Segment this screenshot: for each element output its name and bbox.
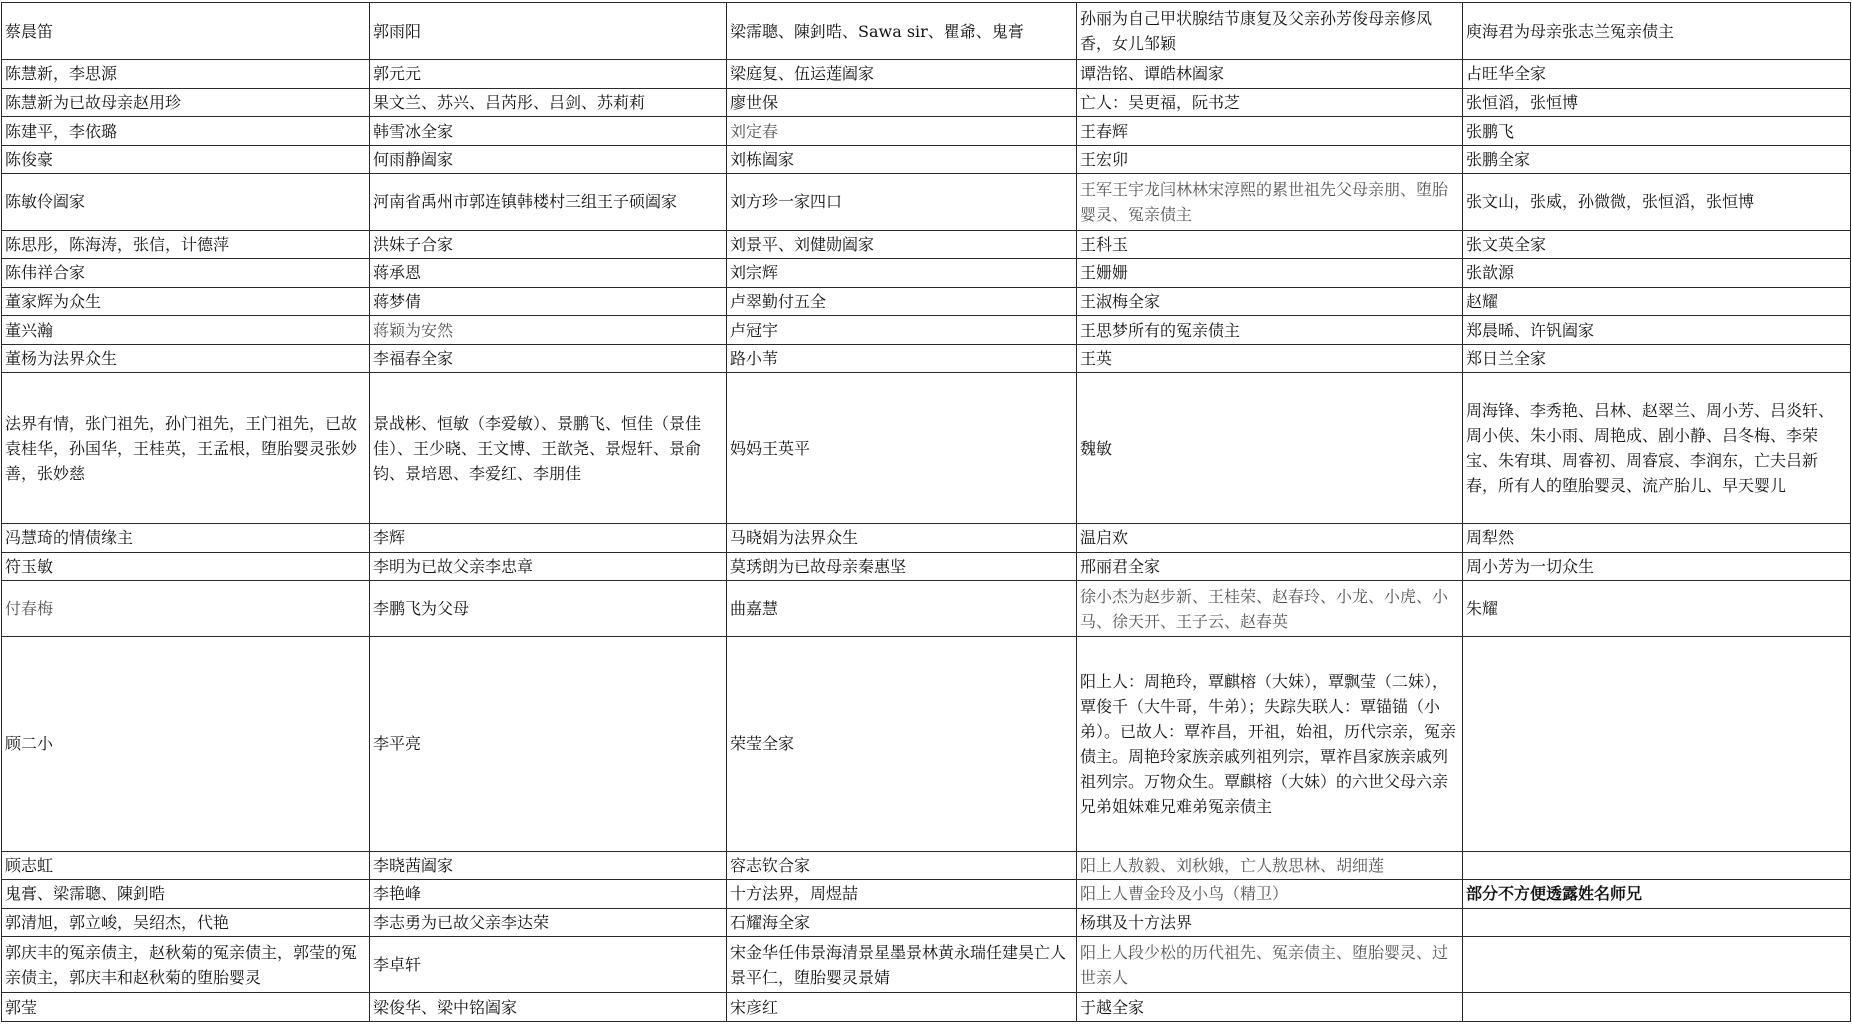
table-cell: 徐小杰为赵步新、王桂荣、赵春玲、小龙、小虎、小马、徐天开、王子云、赵春英 xyxy=(1077,581,1463,637)
table-cell: 石耀海全家 xyxy=(727,908,1077,937)
table-cell: 宋金华任伟景海清景星墨景林黄永瑞任建昊亡人景平仁，堕胎婴灵景婧 xyxy=(727,937,1077,993)
table-row xyxy=(2,230,1851,259)
table-cell: 韩雪冰全家 xyxy=(370,117,727,146)
table-cell: 蒋梦倩 xyxy=(370,287,727,316)
table-cell: 王军王宇龙闫林林宋淳熙的累世祖先父母亲朋、堕胎婴灵、冤亲债主 xyxy=(1077,174,1463,230)
table-cell xyxy=(1463,937,1851,993)
table-row xyxy=(2,60,1851,89)
table-cell: 王春辉 xyxy=(1077,117,1463,146)
table-cell: 宋彦红 xyxy=(727,993,1077,1022)
table-cell: 张鹏全家 xyxy=(1463,145,1851,174)
table-cell: 温启欢 xyxy=(1077,524,1463,553)
table-cell: 冯慧琦的情债缘主 xyxy=(2,524,370,553)
table-cell: 梁庭复、伍运莲阖家 xyxy=(727,60,1077,89)
table-cell: 张文英全家 xyxy=(1463,230,1851,259)
table-cell: 邢丽君全家 xyxy=(1077,552,1463,581)
table-cell xyxy=(1463,908,1851,937)
table-cell: 谭浩铭、谭皓林阖家 xyxy=(1077,60,1463,89)
table-cell: 李鹏飞为父母 xyxy=(370,581,727,637)
table-cell: 董杨为法界众生 xyxy=(2,344,370,373)
table-cell: 廖世保 xyxy=(727,88,1077,117)
table-row xyxy=(2,552,1851,581)
table-row xyxy=(2,637,1851,851)
table-row xyxy=(2,581,1851,637)
table-cell: 蔡晨笛 xyxy=(2,3,370,60)
table-cell: 庾海君为母亲张志兰冤亲债主 xyxy=(1463,3,1851,60)
table-row xyxy=(2,117,1851,146)
table-cell: 周小芳为一切众生 xyxy=(1463,552,1851,581)
sheet-body xyxy=(2,3,1851,1022)
table-cell: 王宏卯 xyxy=(1077,145,1463,174)
table-cell: 郑日兰全家 xyxy=(1463,344,1851,373)
table-cell: 蒋承恩 xyxy=(370,259,727,288)
table-cell: 李明为已故父亲李忠章 xyxy=(370,552,727,581)
table-cell: 符玉敏 xyxy=(2,552,370,581)
table-cell: 李辉 xyxy=(370,524,727,553)
table-cell: 十方法界，周煜喆 xyxy=(727,880,1077,909)
table-cell: 阳上人段少松的历代祖先、冤亲债主、堕胎婴灵、过世亲人 xyxy=(1077,937,1463,993)
table-cell: 周海锋、李秀艳、吕林、赵翠兰、周小芳、吕炎轩、周小侠、朱小雨、周艳成、剧小静、吕冬梅、李荣宝、朱宥琪、周睿初、周睿宸、李润东，亡夫吕新春，所有人的堕胎婴灵、流产胎儿、早天婴儿 xyxy=(1463,373,1851,524)
table-cell: 郭元元 xyxy=(370,60,727,89)
table-cell xyxy=(1463,851,1851,880)
table-cell: 陈慧新，李思源 xyxy=(2,60,370,89)
table-row xyxy=(2,174,1851,230)
table-row xyxy=(2,3,1851,60)
table-cell: 王姗姗 xyxy=(1077,259,1463,288)
table-cell: 王科玉 xyxy=(1077,230,1463,259)
table-cell: 何雨静阖家 xyxy=(370,145,727,174)
table-cell: 郭雨阳 xyxy=(370,3,727,60)
table-row xyxy=(2,88,1851,117)
table-cell: 阳上人：周艳玲，覃麒榕（大妹），覃飘莹（二妹），覃俊千（大牛哥，牛弟）；失踪失联人：覃锚锚（小弟）。已故人：覃祚昌，开祖，始祖，历代宗亲，冤亲债主。周艳玲家族亲戚列祖列宗，覃祚昌家族亲戚列祖列宗。万物众生。覃麒榕（大妹）的六世父母六亲兄弟姐妹难兄难弟冤亲债主 xyxy=(1077,637,1463,851)
table-cell: 妈妈王英平 xyxy=(727,373,1077,524)
table-cell: 董兴瀚 xyxy=(2,316,370,345)
table-row xyxy=(2,287,1851,316)
table-cell: 张文山，张威，孙微微，张恒滔，张恒博 xyxy=(1463,174,1851,230)
table-cell: 陈建平，李依璐 xyxy=(2,117,370,146)
table-cell: 阳上人敖毅、刘秋娥，亡人敖思林、胡细莲 xyxy=(1077,851,1463,880)
table-cell: 陈伟祥合家 xyxy=(2,259,370,288)
table-row xyxy=(2,145,1851,174)
table-cell: 河南省禹州市郭连镇韩楼村三组王子硕阖家 xyxy=(370,174,727,230)
table-cell: 刘方珍一家四口 xyxy=(727,174,1077,230)
table-cell: 卢翠勤付五全 xyxy=(727,287,1077,316)
table-cell: 容志钦合家 xyxy=(727,851,1077,880)
table-cell: 陈俊豪 xyxy=(2,145,370,174)
table-cell: 占旺华全家 xyxy=(1463,60,1851,89)
table-cell: 郭莹 xyxy=(2,993,370,1022)
table-cell xyxy=(1463,993,1851,1022)
table-cell: 法界有情，张门祖先，孙门祖先，王门祖先，已故袁桂华，孙国华，王桂英，王孟根，堕胎婴灵张妙善，张妙慈 xyxy=(2,373,370,524)
table-row xyxy=(2,851,1851,880)
table-cell: 阳上人曹金玲及小鸟（精卫） xyxy=(1077,880,1463,909)
table-cell: 洪妹子合家 xyxy=(370,230,727,259)
table-row xyxy=(2,937,1851,993)
table-cell xyxy=(1463,637,1851,851)
table-row xyxy=(2,524,1851,553)
table-cell: 刘栋阖家 xyxy=(727,145,1077,174)
table-cell: 刘宗辉 xyxy=(727,259,1077,288)
table-cell: 李平亮 xyxy=(370,637,727,851)
table-cell: 陈思彤，陈海涛，张信，计德萍 xyxy=(2,230,370,259)
table-cell: 王英 xyxy=(1077,344,1463,373)
table-cell: 郑晨晞、许钒阖家 xyxy=(1463,316,1851,345)
table-cell: 张恒滔，张恒博 xyxy=(1463,88,1851,117)
table-cell: 朱耀 xyxy=(1463,581,1851,637)
table-cell: 郭清旭，郭立峻，吴绍杰，代艳 xyxy=(2,908,370,937)
table-cell: 王淑梅全家 xyxy=(1077,287,1463,316)
table-cell: 马晓娟为法界众生 xyxy=(727,524,1077,553)
table-cell: 顾志虹 xyxy=(2,851,370,880)
table-cell: 王思梦所有的冤亲债主 xyxy=(1077,316,1463,345)
table-cell: 曲嘉慧 xyxy=(727,581,1077,637)
table-row xyxy=(2,880,1851,909)
table-cell: 荣莹全家 xyxy=(727,637,1077,851)
dedication-name-sheet xyxy=(1,2,1851,1022)
table-cell: 梁俊华、梁中铭阖家 xyxy=(370,993,727,1022)
table-cell: 张鹏飞 xyxy=(1463,117,1851,146)
table-cell: 卢冠宇 xyxy=(727,316,1077,345)
table-cell: 李志勇为已故父亲李达荣 xyxy=(370,908,727,937)
table-cell: 亡人：吴更福，阮书芝 xyxy=(1077,88,1463,117)
table-cell: 李卓轩 xyxy=(370,937,727,993)
table-cell: 孙丽为自己甲状腺结节康复及父亲孙芳俊母亲修凤香，女儿邹颖 xyxy=(1077,3,1463,60)
table-cell: 果文兰、苏兴、吕芮彤、吕剑、苏莉莉 xyxy=(370,88,727,117)
table-cell: 梁霈聰、陳釗晧、Sawa sir、瞿爺、鬼膏 xyxy=(727,3,1077,60)
table-cell: 景战彬、恒敏（李爱敏）、景鹏飞、恒佳（景佳佳）、王少晓、王文博、王歆尧、景煜轩、景俞钧、景培恩、李爱红、李朋佳 xyxy=(370,373,727,524)
table-cell: 李福春全家 xyxy=(370,344,727,373)
table-cell: 鬼膏、梁霈聰、陳釗晧 xyxy=(2,880,370,909)
table-cell: 付春梅 xyxy=(2,581,370,637)
table-cell: 杨琪及十方法界 xyxy=(1077,908,1463,937)
table-cell: 周犁然 xyxy=(1463,524,1851,553)
table-cell: 李艳峰 xyxy=(370,880,727,909)
table-row xyxy=(2,344,1851,373)
table-cell: 刘景平、刘健勋阖家 xyxy=(727,230,1077,259)
table-row xyxy=(2,259,1851,288)
table-cell: 于越全家 xyxy=(1077,993,1463,1022)
table-cell: 陈敏伶阖家 xyxy=(2,174,370,230)
table-row xyxy=(2,373,1851,524)
table-row xyxy=(2,993,1851,1022)
table-cell: 李晓茜阖家 xyxy=(370,851,727,880)
table-row xyxy=(2,316,1851,345)
table-row xyxy=(2,908,1851,937)
table-cell: 郭庆丰的冤亲债主，赵秋菊的冤亲债主，郭莹的冤亲债主，郭庆丰和赵秋菊的堕胎婴灵 xyxy=(2,937,370,993)
table-cell: 刘定春 xyxy=(727,117,1077,146)
table-cell: 路小苇 xyxy=(727,344,1077,373)
table-cell: 魏敏 xyxy=(1077,373,1463,524)
table-cell: 顾二小 xyxy=(2,637,370,851)
table-cell: 陈慧新为已故母亲赵用珍 xyxy=(2,88,370,117)
table-cell: 莫琇朗为已故母亲秦惠坚 xyxy=(727,552,1077,581)
table-cell: 赵耀 xyxy=(1463,287,1851,316)
table-cell: 部分不方便透露姓名师兄 xyxy=(1463,880,1851,909)
table-cell: 董家辉为众生 xyxy=(2,287,370,316)
table-cell: 张歆源 xyxy=(1463,259,1851,288)
table-cell: 蒋颖为安然 xyxy=(370,316,727,345)
